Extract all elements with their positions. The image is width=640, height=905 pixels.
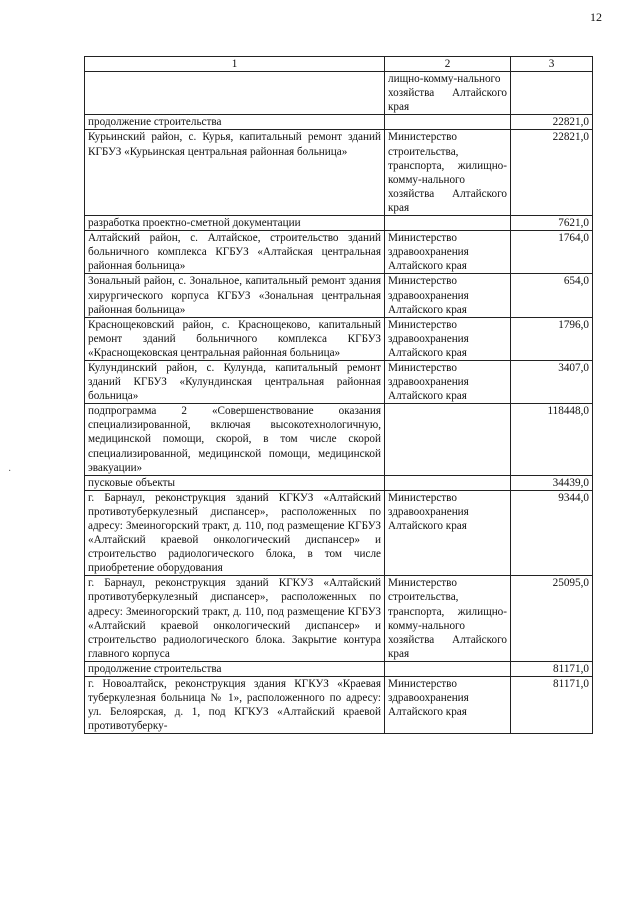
table-header-row bbox=[85, 57, 593, 72]
table-row bbox=[85, 72, 593, 115]
table-row bbox=[85, 130, 593, 216]
organization-cell bbox=[385, 115, 511, 130]
organization-cell: Министерство здравоохранения Алтайского края bbox=[385, 274, 511, 317]
table-body bbox=[85, 72, 593, 734]
table-row bbox=[85, 677, 593, 734]
description-cell: Зональный район, с. Зональное, капитальный ремонт здания хирургического корпуса КГБУЗ «Зональная центральная районная больница» bbox=[85, 274, 385, 317]
description-cell: г. Новоалтайск, реконструкция здания КГКУЗ «Краевая туберкулезная больница № 1», расположенного по адресу: ул. Белоярская, д. 1, под КГКУЗ «Алтайский краевой противотуберку- bbox=[85, 677, 385, 734]
description-cell: продолжение строительства bbox=[85, 661, 385, 676]
amount-cell: 34439,0 bbox=[511, 475, 593, 490]
description-cell: Кулундинский район, с. Кулунда, капитальный ремонт зданий КГБУЗ «Кулундинская центральная районная больница» bbox=[85, 360, 385, 403]
description-cell: пусковые объекты bbox=[85, 475, 385, 490]
organization-cell: Министерство здравоохранения Алтайского края bbox=[385, 360, 511, 403]
table-row bbox=[85, 274, 593, 317]
section-row bbox=[85, 216, 593, 231]
organization-cell: Министерство здравоохранения Алтайского края bbox=[385, 677, 511, 734]
description-cell: г. Барнаул, реконструкция зданий КГКУЗ «Алтайский противотуберкулезный диспансер», расположенных по адресу: Змеиногорский тракт, д. 110, под размещение КГБУЗ «Алтайский краевой онкологический диспансер» и строительство радиологического блока. Закрытие контура главного корпуса bbox=[85, 576, 385, 662]
amount-cell: 22821,0 bbox=[511, 115, 593, 130]
amount-cell: 3407,0 bbox=[511, 360, 593, 403]
organization-cell bbox=[385, 216, 511, 231]
margin-mark: · bbox=[8, 466, 12, 477]
section-row bbox=[85, 475, 593, 490]
description-cell: подпрограмма 2 «Совершенствование оказания специализированной, включая высокотехнологичную, медицинской помощи, скорой, в том числе скорой специализированной, медицинской помощи, медицинской эвакуации» bbox=[85, 404, 385, 475]
section-row bbox=[85, 661, 593, 676]
amount-cell bbox=[511, 72, 593, 115]
amount-cell: 7621,0 bbox=[511, 216, 593, 231]
organization-cell bbox=[385, 404, 511, 475]
amount-cell: 22821,0 bbox=[511, 130, 593, 216]
description-cell: г. Барнаул, реконструкция зданий КГКУЗ «Алтайский противотуберкулезный диспансер», расположенных по адресу: Змеиногорский тракт, д. 110, под размещение КГБУЗ «Алтайский краевой онкологический диспансер» и строительство радиологического блока, в том числе приобретение оборудования bbox=[85, 490, 385, 576]
table-row bbox=[85, 360, 593, 403]
amount-cell: 654,0 bbox=[511, 274, 593, 317]
description-cell: продолжение строительства bbox=[85, 115, 385, 130]
organization-cell bbox=[385, 661, 511, 676]
section-row bbox=[85, 404, 593, 475]
table-row bbox=[85, 231, 593, 274]
column-header-2: 2 bbox=[385, 57, 511, 72]
organization-cell: Министерство здравоохранения Алтайского края bbox=[385, 490, 511, 576]
amount-cell: 81171,0 bbox=[511, 677, 593, 734]
column-header-3: 3 bbox=[511, 57, 593, 72]
table-row bbox=[85, 317, 593, 360]
amount-cell: 1796,0 bbox=[511, 317, 593, 360]
amount-cell: 1764,0 bbox=[511, 231, 593, 274]
page-number: 12 bbox=[590, 10, 602, 24]
description-cell: Курьинский район, с. Курья, капитальный ремонт зданий КГБУЗ «Курьинская центральная районная больница» bbox=[85, 130, 385, 216]
section-row bbox=[85, 115, 593, 130]
organization-cell: Министерство здравоохранения Алтайского края bbox=[385, 317, 511, 360]
amount-cell: 25095,0 bbox=[511, 576, 593, 662]
column-header-1: 1 bbox=[85, 57, 385, 72]
organization-cell: Министерство строительства, транспорта, жилищно-комму-нального хозяйства Алтайского края bbox=[385, 130, 511, 216]
amount-cell: 118448,0 bbox=[511, 404, 593, 475]
table-row bbox=[85, 490, 593, 576]
table-row bbox=[85, 576, 593, 662]
description-cell: Алтайский район, с. Алтайское, строительство зданий больничного комплекса КГБУЗ «Алтайская центральная районная больница» bbox=[85, 231, 385, 274]
description-cell: Краснощековский район, с. Краснощеково, капитальный ремонт зданий больничного комплекса КГБУЗ «Краснощековская центральная районная больница» bbox=[85, 317, 385, 360]
organization-cell: Министерство строительства, транспорта, жилищно-комму-нального хозяйства Алтайского края bbox=[385, 576, 511, 662]
amount-cell: 81171,0 bbox=[511, 661, 593, 676]
organization-cell: лищно-комму-нального хозяйства Алтайского края bbox=[385, 72, 511, 115]
description-cell: разработка проектно-сметной документации bbox=[85, 216, 385, 231]
budget-table bbox=[84, 56, 593, 734]
organization-cell: Министерство здравоохранения Алтайского края bbox=[385, 231, 511, 274]
organization-cell bbox=[385, 475, 511, 490]
amount-cell: 9344,0 bbox=[511, 490, 593, 576]
description-cell bbox=[85, 72, 385, 115]
